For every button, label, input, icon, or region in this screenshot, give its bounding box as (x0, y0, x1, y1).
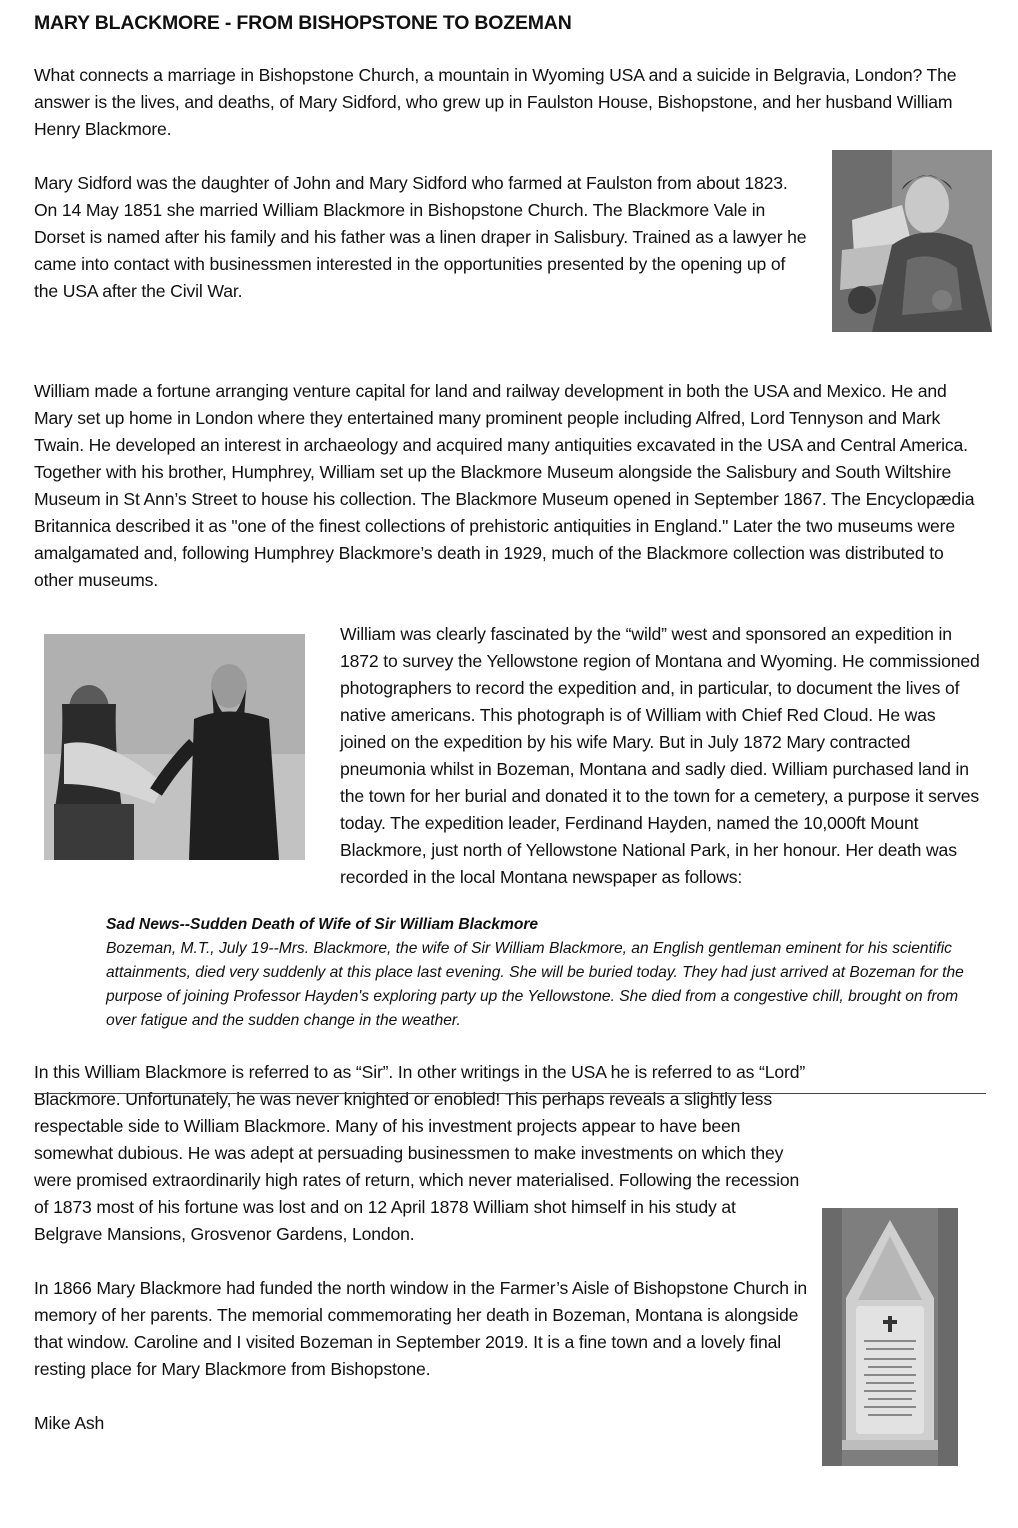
paragraph-memorial: In 1866 Mary Blackmore had funded the north window in the Farmer’s Aisle of Bishopstone Church in memory of her parents. The memorial commemorating her death in Bozeman, Montana is alongside that window. Caroline and I visited Bozeman in September 2019. It is a fine town and a lovely final resting place for Mary Blackmore from Bishopstone. (34, 1278, 808, 1379)
newspaper-body: Bozeman, M.T., July 19--Mrs. Blackmore, the wife of Sir William Blackmore, an English gentleman eminent for his scientific attainments, died very suddenly at this place last evening. She will be buried today. They had just arrived at Bozeman for the purpose of joining Professor Hayden's exploring party up the Yellowstone. She died from a congestive chill, brought on from over fatigue and the sudden change in the weather. (106, 940, 964, 1029)
paragraph-intro: What connects a marriage in Bishopstone Church, a mountain in Wyoming USA and a suicide in Belgravia, London? The answer is the lives, and deaths, of Mary Sidford, who grew up in Faulston House, Bishopstone, and her husband William Henry Blackmore. (34, 65, 957, 139)
signature: Mike Ash (34, 1413, 105, 1433)
paragraph-sir: In this William Blackmore is referred to as “Sir”. In other writings in the USA he is referred to as “Lord” Blackmore. Unfortunately, he was never knighted or enobled! This perhaps reveals a slightly less respectable side to William Blackmore. Many of his investment projects appear to have been somewhat dubious. He was adept at persuading businessmen to make investments on which they were promised extraordinarily high rates of return, which never materialised. Following the recession of 1873 most of his fortune was lost and on 12 April 1878 William shot himself in his study at Belgrave Mansions, Grosvenor Gardens, London. (34, 1062, 806, 1244)
woman-portrait-icon (832, 150, 992, 332)
paragraph-fortune: William made a fortune arranging venture capital for land and railway development in both the USA and Mexico. He and Mary set up home in London where they entertained many prominent people including Alfred, Lord Tennyson and Mark Twain. He developed an interest in archaeology and acquired many antiquities excavated in the USA and Central America. Together with his brother, Humphrey, William set up the Blackmore Museum alongside the Salisbury and South Wiltshire Museum in St Ann’s Street to house his collection. The Blackmore Museum opened in September 1867. The Encyclopædia Britannica described it as "one of the finest collections of prehistoric antiquities in England." Later the two museums were amalgamated and, following Humphrey Blackmore’s death in 1929, much of the Blackmore collection was distributed to other museums. (34, 381, 975, 590)
two-men-photo-icon (44, 634, 305, 860)
memorial-photo (822, 1208, 958, 1466)
newspaper-quote (106, 913, 990, 1033)
portrait-photo (832, 150, 992, 332)
paragraph-expedition: William was clearly fascinated by the “wild” west and sponsored an expedition in 1872 to survey the Yellowstone region of Montana and Wyoming. He commissioned photographers to record the expedition and, in particular, to document the lives of native americans. This photograph is of William with Chief Red Cloud. He was joined on the expedition by his wife Mary. But in July 1872 Mary contracted pneumonia whilst in Bozeman, Montana and sadly died. William purchased land in the town for her burial and donated it to the town for a cemetery, a purpose it serves today. The expedition leader, Ferdinand Hayden, named the 10,000ft Mount Blackmore, just north of Yellowstone National Park, in her honour. Her death was recorded in the local Montana newspaper as follows: (340, 624, 980, 887)
article-title: MARY BLACKMORE - FROM BISHOPSTONE TO BOZEMAN (34, 12, 572, 34)
section-divider (34, 1093, 986, 1094)
memorial-plaque-icon (822, 1208, 958, 1466)
red-cloud-photo (44, 634, 305, 860)
newspaper-headline: Sad News--Sudden Death of Wife of Sir William Blackmore (106, 916, 539, 933)
paragraph-mary-sidford: Mary Sidford was the daughter of John and Mary Sidford who farmed at Faulston from about 1823. On 14 May 1851 she married William Blackmore in Bishopstone Church. The Blackmore Vale in Dorset is named after his family and his father was a linen draper in Salisbury. Trained as a lawyer he came into contact with businessmen interested in the opportunities presented by the opening up of the USA after the Civil War. (34, 173, 807, 301)
